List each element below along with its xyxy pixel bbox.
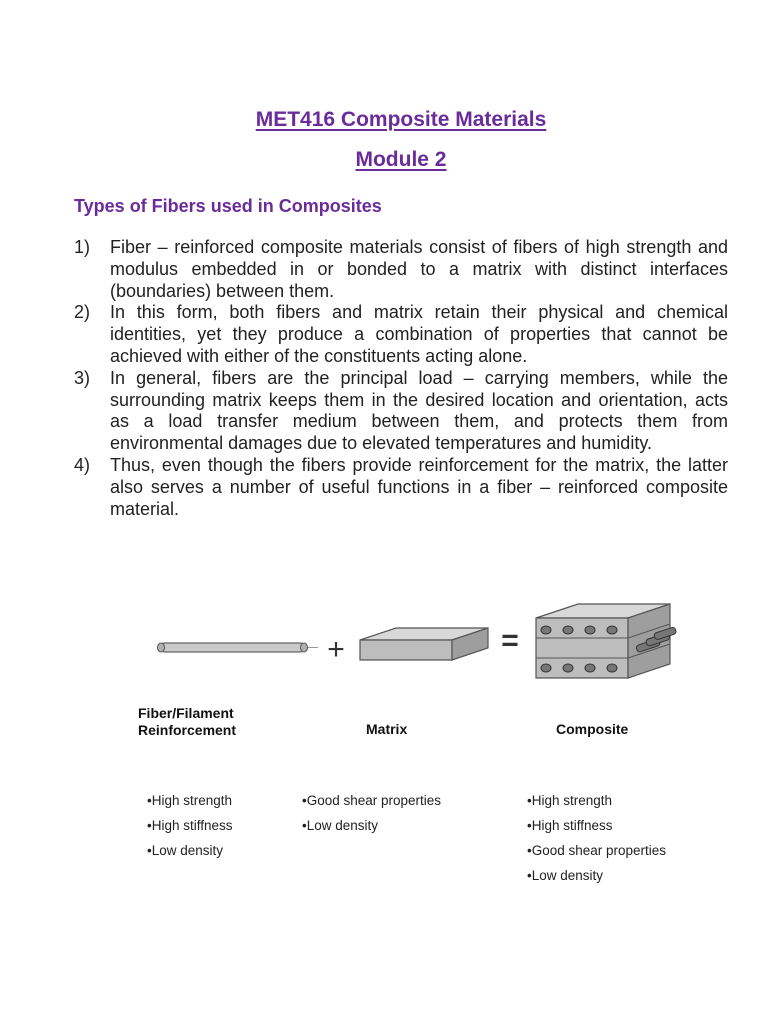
list-number: 3) (74, 367, 91, 388)
module-title: Module 2 (355, 148, 447, 171)
fiber-label-line1: Fiber/Filament (138, 705, 234, 721)
equals-sign: = (501, 624, 519, 657)
list-item: • High stiffness (147, 813, 233, 838)
list-number: 1) (74, 237, 91, 257)
list-text: In general, fibers are the principal load – carrying members, while the surrounding matrix keeps them in the desired location and orientation, acts as a load transfer medium between them, and protects them from environmental damages due to elevated temperatures and humidity. (110, 367, 728, 454)
list-item (74, 237, 728, 302)
matrix-properties (302, 788, 441, 838)
list-number: 4) (74, 454, 91, 475)
section-heading: Types of Fibers used in Composites (74, 196, 382, 216)
fiber-label-line2: Reinforcement (138, 722, 237, 738)
plus-sign: + (327, 633, 345, 666)
composite-properties (527, 788, 666, 888)
page-title: MET416 Composite Materials (255, 108, 547, 131)
list-item: • Low density (527, 863, 666, 888)
numbered-list (74, 237, 728, 520)
fiber-label (138, 705, 236, 739)
list-item: • Good shear properties (302, 788, 441, 813)
fiber-properties (147, 788, 233, 863)
list-item (74, 302, 728, 367)
composite-figure (0, 600, 768, 710)
composite-label: Composite (556, 721, 629, 737)
composite-stack-illustration (536, 604, 677, 678)
matrix-label: Matrix (366, 721, 408, 737)
fiber-rod-illustration (158, 643, 319, 652)
list-item: • High strength (147, 788, 233, 813)
list-item: • Low density (147, 838, 233, 863)
list-item (74, 455, 728, 520)
list-text: Thus, even though the fibers provide reinforcement for the matrix, the latter also serves a number of useful functions in a fiber – reinforced composite material. (110, 454, 728, 519)
list-item: • Good shear properties (527, 838, 666, 863)
list-text: Fiber – reinforced composite materials consist of fibers of high strength and modulus embedded in or bonded to a matrix with distinct interfaces (boundaries) between them. (110, 237, 728, 301)
list-item: • Low density (302, 813, 441, 838)
matrix-slab-illustration (360, 628, 488, 660)
list-item: • High stiffness (527, 813, 666, 838)
list-number: 2) (74, 302, 91, 323)
list-item (74, 368, 728, 455)
list-item: • High strength (527, 788, 666, 813)
list-text: In this form, both fibers and matrix retain their physical and chemical identities, yet they produce a combination of properties that cannot be achieved with either of the constituents acting alone. (110, 302, 728, 366)
